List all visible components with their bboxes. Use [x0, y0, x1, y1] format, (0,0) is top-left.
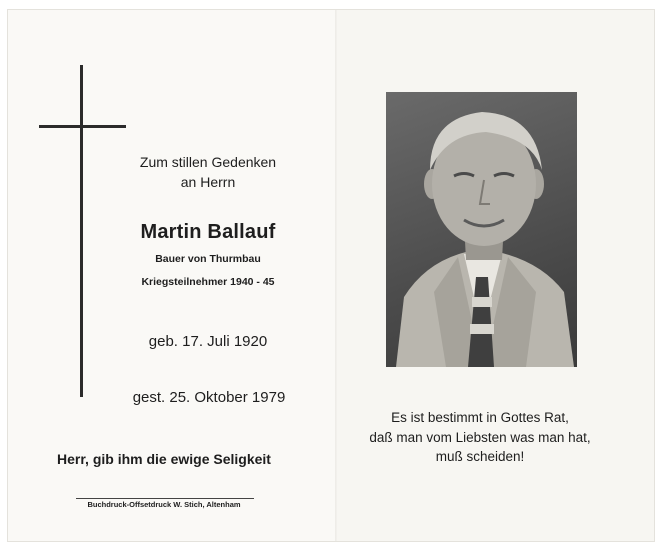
verse-line-1: Es ist bestimmt in Gottes Rat,	[391, 410, 569, 425]
memorial-line-1: Zum stillen Gedenken	[139, 154, 277, 170]
veteran-note: Kriegsteilnehmer 1940 - 45	[141, 276, 275, 288]
death-date: gest. 25. Oktober 1979	[132, 389, 286, 406]
occupation: Bauer von Thurmbau	[155, 253, 261, 265]
portrait-photo	[386, 92, 577, 367]
memorial-heading	[130, 152, 286, 192]
printer-imprint: Buchdruck-Offsetdruck W. Stich, Altenham	[87, 500, 241, 509]
memorial-line-2: an Herrn	[180, 174, 236, 190]
cross-icon	[80, 65, 83, 397]
prayer-line: Herr, gib ihm die ewige Seligkeit	[57, 451, 271, 467]
deceased-name: Martin Ballauf	[140, 221, 276, 243]
portrait-figure	[386, 92, 577, 367]
verse-line-3: muß scheiden!	[435, 449, 525, 464]
printer-divider	[76, 498, 254, 499]
birth-date: geb. 17. Juli 1920	[148, 333, 268, 350]
verse-line-2: daß man vom Liebsten was man hat,	[369, 429, 591, 445]
card-fold	[335, 10, 337, 541]
memorial-verse	[348, 408, 612, 467]
cross-icon-bar	[39, 125, 126, 128]
